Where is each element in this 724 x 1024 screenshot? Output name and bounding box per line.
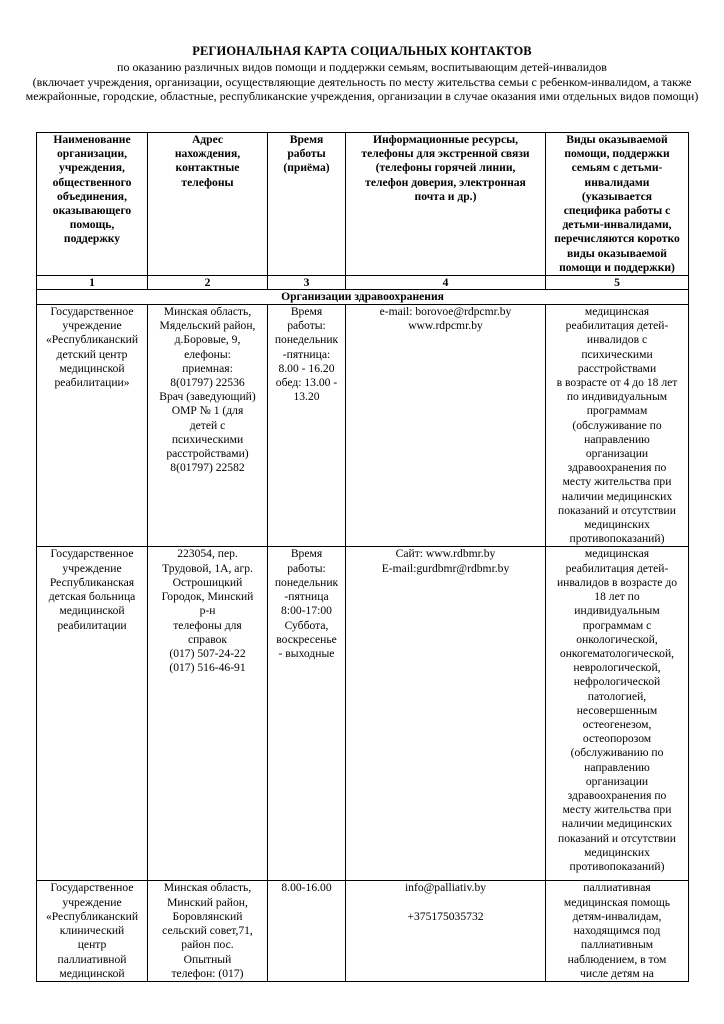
column-number: 1 — [37, 276, 148, 290]
table-row — [37, 305, 689, 547]
info-resources: info@palliativ.by +375175035732 — [346, 881, 546, 981]
column-number: 2 — [148, 276, 268, 290]
header-address: Адрес нахождения, контактные телефоны — [148, 133, 268, 276]
document-intro: по оказанию различных видов помощи и поддержки семьям, воспитывающим детей-инвалидов (включает учреждения, организации, осуществляющие деятельность по месту жительства семьи с ребенком-инвалидом, а также межрайонные, городские, областные, республиканские учреждения, организации в случае оказания ими отдельных видов помощи) — [25, 60, 699, 104]
header-services: Виды оказываемой помощи, поддержки семьям с детьми- инвалидами (указывается специфика работы с детьми-инвалидами, перечисляются коротко виды оказываемой помощи и поддержки) — [546, 133, 689, 276]
organization-address: Минская область, Мядельский район, д.Боровые, 9, елефоны: приемная: 8(01797) 22536 Врач (заведующий) ОМР № 1 (для детей с психическими расстройствами) 8(01797) 22582 — [148, 305, 268, 547]
info-resources: Сайт: www.rdbmr.by E-mail:gurdbmr@rdbmr.by — [346, 547, 546, 881]
column-number: 3 — [268, 276, 346, 290]
organization-name: Государственное учреждение «Республиканский клинический центр паллиативной медицинской — [37, 881, 148, 981]
column-numbers-row — [37, 276, 689, 290]
section-row — [37, 290, 689, 305]
table-row — [37, 547, 689, 881]
document-title: РЕГИОНАЛЬНАЯ КАРТА СОЦИАЛЬНЫХ КОНТАКТОВ — [192, 44, 532, 58]
header-hours: Время работы (приёма) — [268, 133, 346, 276]
header-organization: Наименование организации, учреждения, общественного объединения, оказывающего помощь, поддержку — [37, 133, 148, 276]
contacts-table — [36, 132, 689, 982]
header-contacts: Информационные ресурсы, телефоны для экстренной связи (телефоны горячей линии, телефон доверия, электронная почта и др.) — [346, 133, 546, 276]
services-description: паллиативная медицинская помощь детям-инвалидам, находящимся под паллиативным наблюдением, в том числе детям на — [546, 881, 689, 981]
column-number: 4 — [346, 276, 546, 290]
working-hours: 8.00-16.00 — [268, 881, 346, 981]
column-number: 5 — [546, 276, 689, 290]
organization-address: 223054, пер. Трудовой, 1А, агр. Острошицкий Городок, Минский р-н телефоны для справок (017) 507-24-22 (017) 516-46-91 — [148, 547, 268, 881]
services-description: медицинская реабилитация детей- инвалидов в возрасте до 18 лет по индивидуальным программам с онкологической, онкогематологической, неврологической, нефрологической патологией, несовершенным остеогенезом, остеопорозом (обслуживанию по направлению организации здравоохранения по месту жительства при наличии медицинских показаний и отсутствии медицинских противопоказаний) — [546, 547, 689, 881]
table-row — [37, 881, 689, 981]
working-hours: Время работы: понедельник -пятница 8:00-17:00 Суббота, воскресенье - выходные — [268, 547, 346, 881]
info-resources: e-mail: borovoe@rdpcmr.by www.rdpcmr.by — [346, 305, 546, 547]
organization-name: Государственное учреждение Республиканская детская больница медицинской реабилитации — [37, 547, 148, 881]
working-hours: Время работы: понедельник -пятница: 8.00 - 16.20 обед: 13.00 - 13.20 — [268, 305, 346, 547]
header-row — [37, 133, 689, 276]
services-description: медицинская реабилитация детей- инвалидов с психическими расстройствами в возрасте от 4 до 18 лет по индивидуальным программам (обслуживание по направлению организации здравоохранения по месту жительства при наличии медицинских показаний и отсутствии медицинских противопоказаний) — [546, 305, 689, 547]
organization-address: Минская область, Минский район, Боровлянский сельский совет,71, район пос. Опытный телефон: (017) — [148, 881, 268, 981]
section-title: Организации здравоохранения — [37, 290, 689, 305]
organization-name: Государственное учреждение «Республиканский детский центр медицинской реабилитации» — [37, 305, 148, 547]
